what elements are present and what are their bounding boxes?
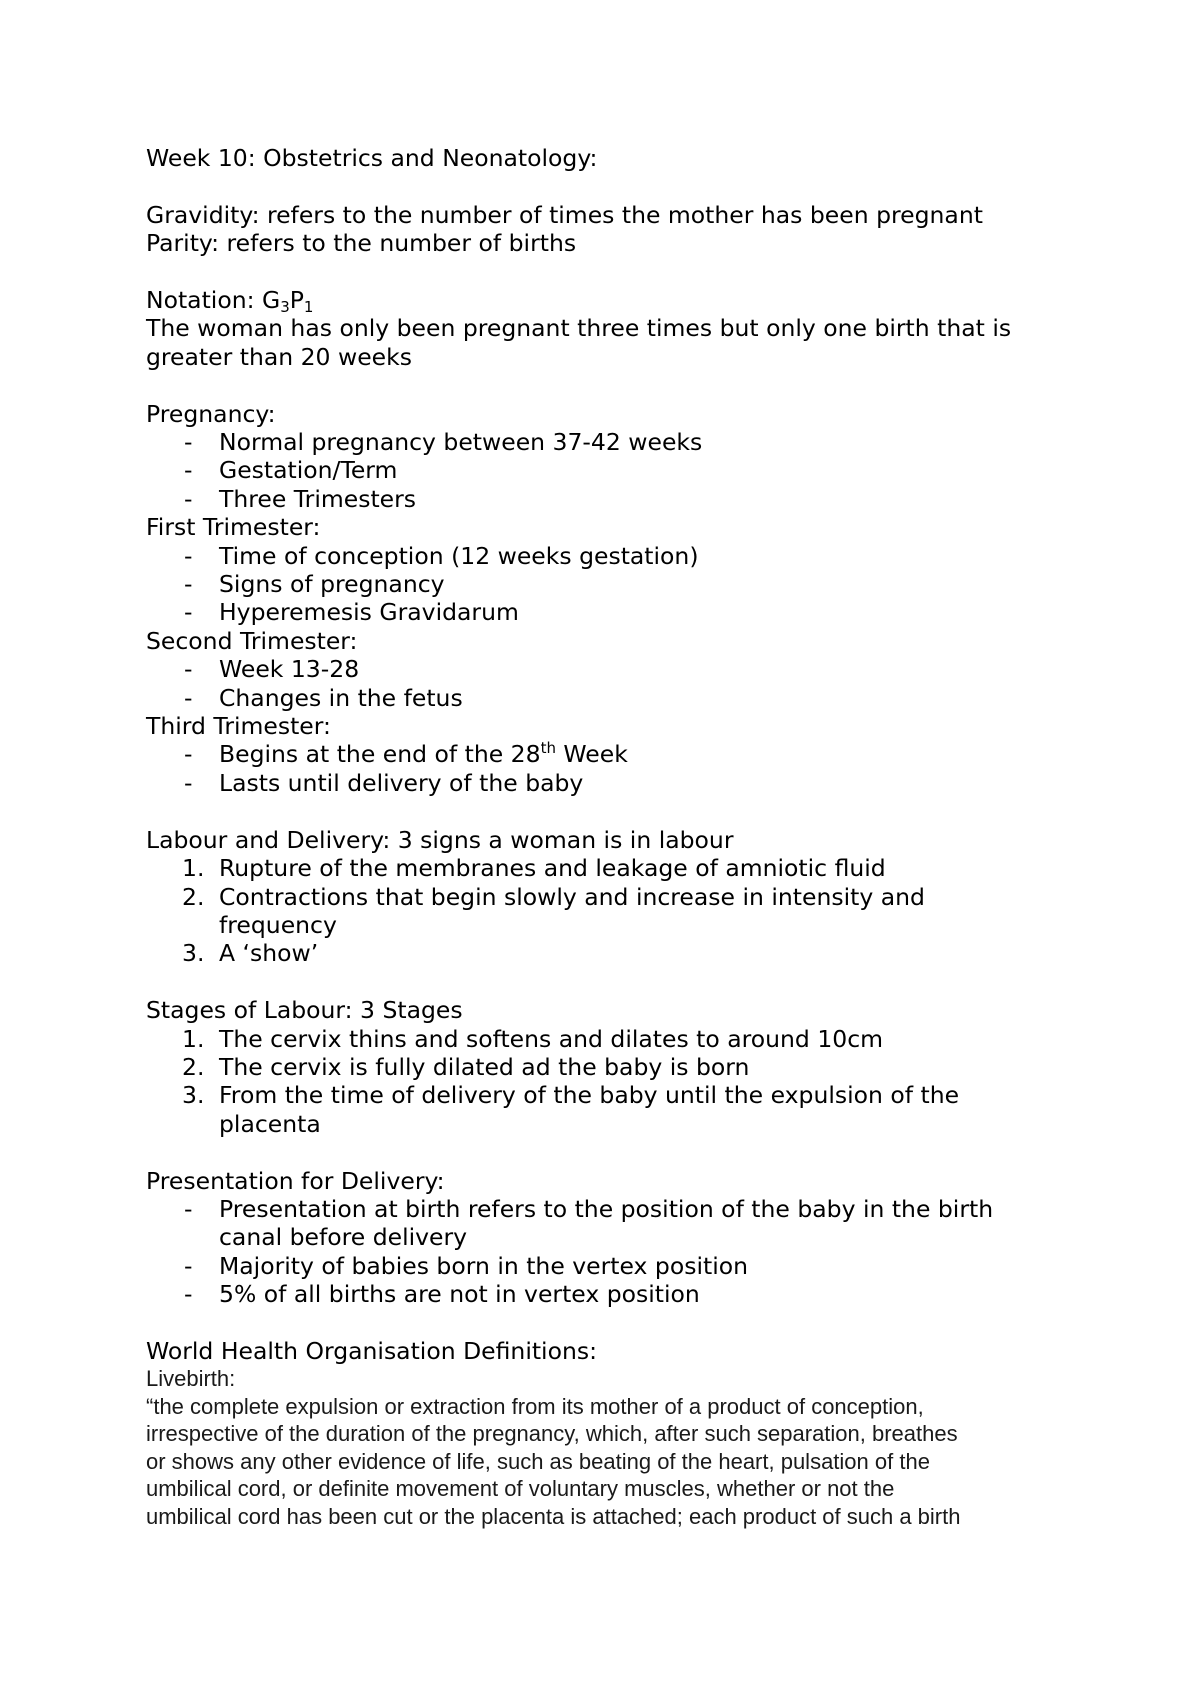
list-item-text: Rupture of the membranes and leakage of amniotic fluid	[219, 854, 886, 883]
section-heading-stages-of-labour: Stages of Labour: 3 Stages	[146, 996, 463, 1025]
list-item	[146, 655, 1086, 683]
bullet-marker: -	[184, 768, 193, 797]
bullet-marker: -	[184, 1251, 193, 1280]
list-item	[146, 570, 1086, 598]
numbered-item-continuation	[146, 1110, 1086, 1138]
list-item-text: Hyperemesis Gravidarum	[219, 598, 519, 627]
numbered-item	[146, 939, 1086, 967]
list-item	[146, 1252, 1086, 1280]
section-heading-presentation: Presentation for Delivery:	[146, 1166, 445, 1195]
list-item	[146, 684, 1086, 712]
document-page	[146, 144, 1086, 1530]
list-item-text: Three Trimesters	[219, 484, 417, 513]
item-number: 2.	[182, 1052, 205, 1081]
numbered-item	[146, 854, 1086, 882]
item-number: 1.	[182, 854, 205, 883]
item-number: 3.	[182, 1081, 205, 1110]
notation-p: P	[289, 286, 304, 314]
bullet-marker: -	[184, 740, 193, 769]
list-item-text: Lasts until delivery of the baby	[219, 768, 584, 797]
bullet-marker: -	[184, 541, 193, 570]
item-number: 2.	[182, 882, 205, 911]
bullet-marker: -	[184, 598, 193, 627]
item-number: 3.	[182, 939, 205, 968]
list-item	[146, 598, 1086, 626]
numbered-item	[146, 1025, 1086, 1053]
list-item	[146, 1280, 1086, 1308]
notation-explanation-line: The woman has only been pregnant three times but only one birth that is	[146, 314, 1012, 343]
list-item-text: Presentation at birth refers to the position of the baby in the birth	[219, 1194, 994, 1223]
gravidity-definition: Gravidity: refers to the number of times the mother has been pregnant	[146, 200, 983, 229]
notation-label: Notation:	[146, 286, 262, 314]
livebirth-quote-line: or shows any other evidence of life, such as beating of the heart, pulsation of the	[146, 1448, 930, 1474]
list-item	[146, 1195, 1086, 1223]
bullet-marker: -	[184, 683, 193, 712]
list-item-text: Gestation/Term	[219, 456, 398, 485]
bullet-marker: -	[184, 484, 193, 513]
section-heading-third-trimester: Third Trimester:	[146, 712, 331, 741]
list-item-text: Majority of babies born in the vertex position	[219, 1251, 749, 1280]
numbered-item-continuation	[146, 911, 1086, 939]
list-item-text: 5% of all births are not in vertex position	[219, 1280, 700, 1309]
list-item-text: Changes in the fetus	[219, 683, 463, 712]
notation-p-subscript: 1	[303, 298, 314, 316]
livebirth-quote-line: irrespective of the duration of the pregnancy, which, after such separation, breathes	[146, 1421, 958, 1447]
section-heading-labour-delivery: Labour and Delivery: 3 signs a woman is in labour	[146, 825, 734, 854]
list-item	[146, 542, 1086, 570]
livebirth-quote-line: umbilical cord has been cut or the placenta is attached; each product of such a birth	[146, 1503, 961, 1529]
list-item-text: Contractions that begin slowly and increase in intensity and	[219, 882, 925, 911]
numbered-item	[146, 1053, 1086, 1081]
list-item	[146, 769, 1086, 797]
section-heading-who-definitions: World Health Organisation Definitions:	[146, 1336, 598, 1365]
section-heading-second-trimester: Second Trimester:	[146, 626, 358, 655]
notation-g-subscript: 3	[280, 298, 290, 316]
parity-definition: Parity: refers to the number of births	[146, 229, 577, 258]
list-item-text: Signs of pregnancy	[219, 570, 445, 599]
list-item-text: Week 13-28	[219, 655, 360, 684]
livebirth-quote-line: “the complete expulsion or extraction from its mother of a product of conception,	[146, 1393, 924, 1419]
list-item-text: A ‘show’	[219, 939, 319, 968]
notation-g: G	[261, 286, 281, 314]
list-item-text: canal before delivery	[219, 1223, 468, 1252]
bullet-marker: -	[184, 1280, 193, 1309]
bullet-marker: -	[184, 428, 193, 457]
section-heading-pregnancy: Pregnancy:	[146, 399, 276, 428]
item-number: 1.	[182, 1024, 205, 1053]
bullet-marker: -	[184, 655, 193, 684]
ordinal-superscript: th	[540, 739, 556, 758]
bullet-marker: -	[184, 1194, 193, 1223]
notation-line	[146, 286, 1086, 314]
list-item-text: The cervix is fully dilated ad the baby is born	[219, 1052, 750, 1081]
notation-explanation-line: greater than 20 weeks	[146, 342, 412, 371]
numbered-item	[146, 883, 1086, 911]
livebirth-label: Livebirth:	[146, 1366, 236, 1392]
section-heading-first-trimester: First Trimester:	[146, 513, 321, 542]
list-item-text: Time of conception (12 weeks gestation)	[219, 541, 699, 570]
list-item	[146, 485, 1086, 513]
list-item-continuation	[146, 1223, 1086, 1251]
page-title: Week 10: Obstetrics and Neonatology:	[146, 144, 598, 172]
list-item	[146, 456, 1086, 484]
bullet-marker: -	[184, 570, 193, 599]
list-item-text: The cervix thins and softens and dilates to around 10cm	[219, 1024, 884, 1053]
numbered-item	[146, 1081, 1086, 1109]
list-item-text: frequency	[219, 910, 337, 939]
list-item	[146, 740, 1086, 768]
list-item-text: From the time of delivery of the baby until the expulsion of the	[219, 1081, 960, 1110]
list-item-text: Normal pregnancy between 37-42 weeks	[219, 428, 703, 457]
list-item-text: Begins at the end of the 28	[219, 740, 541, 769]
list-item-text: placenta	[219, 1109, 321, 1138]
bullet-marker: -	[184, 456, 193, 485]
list-item	[146, 428, 1086, 456]
list-item-text: Week	[555, 740, 628, 769]
livebirth-quote-line: umbilical cord, or definite movement of voluntary muscles, whether or not the	[146, 1476, 895, 1502]
